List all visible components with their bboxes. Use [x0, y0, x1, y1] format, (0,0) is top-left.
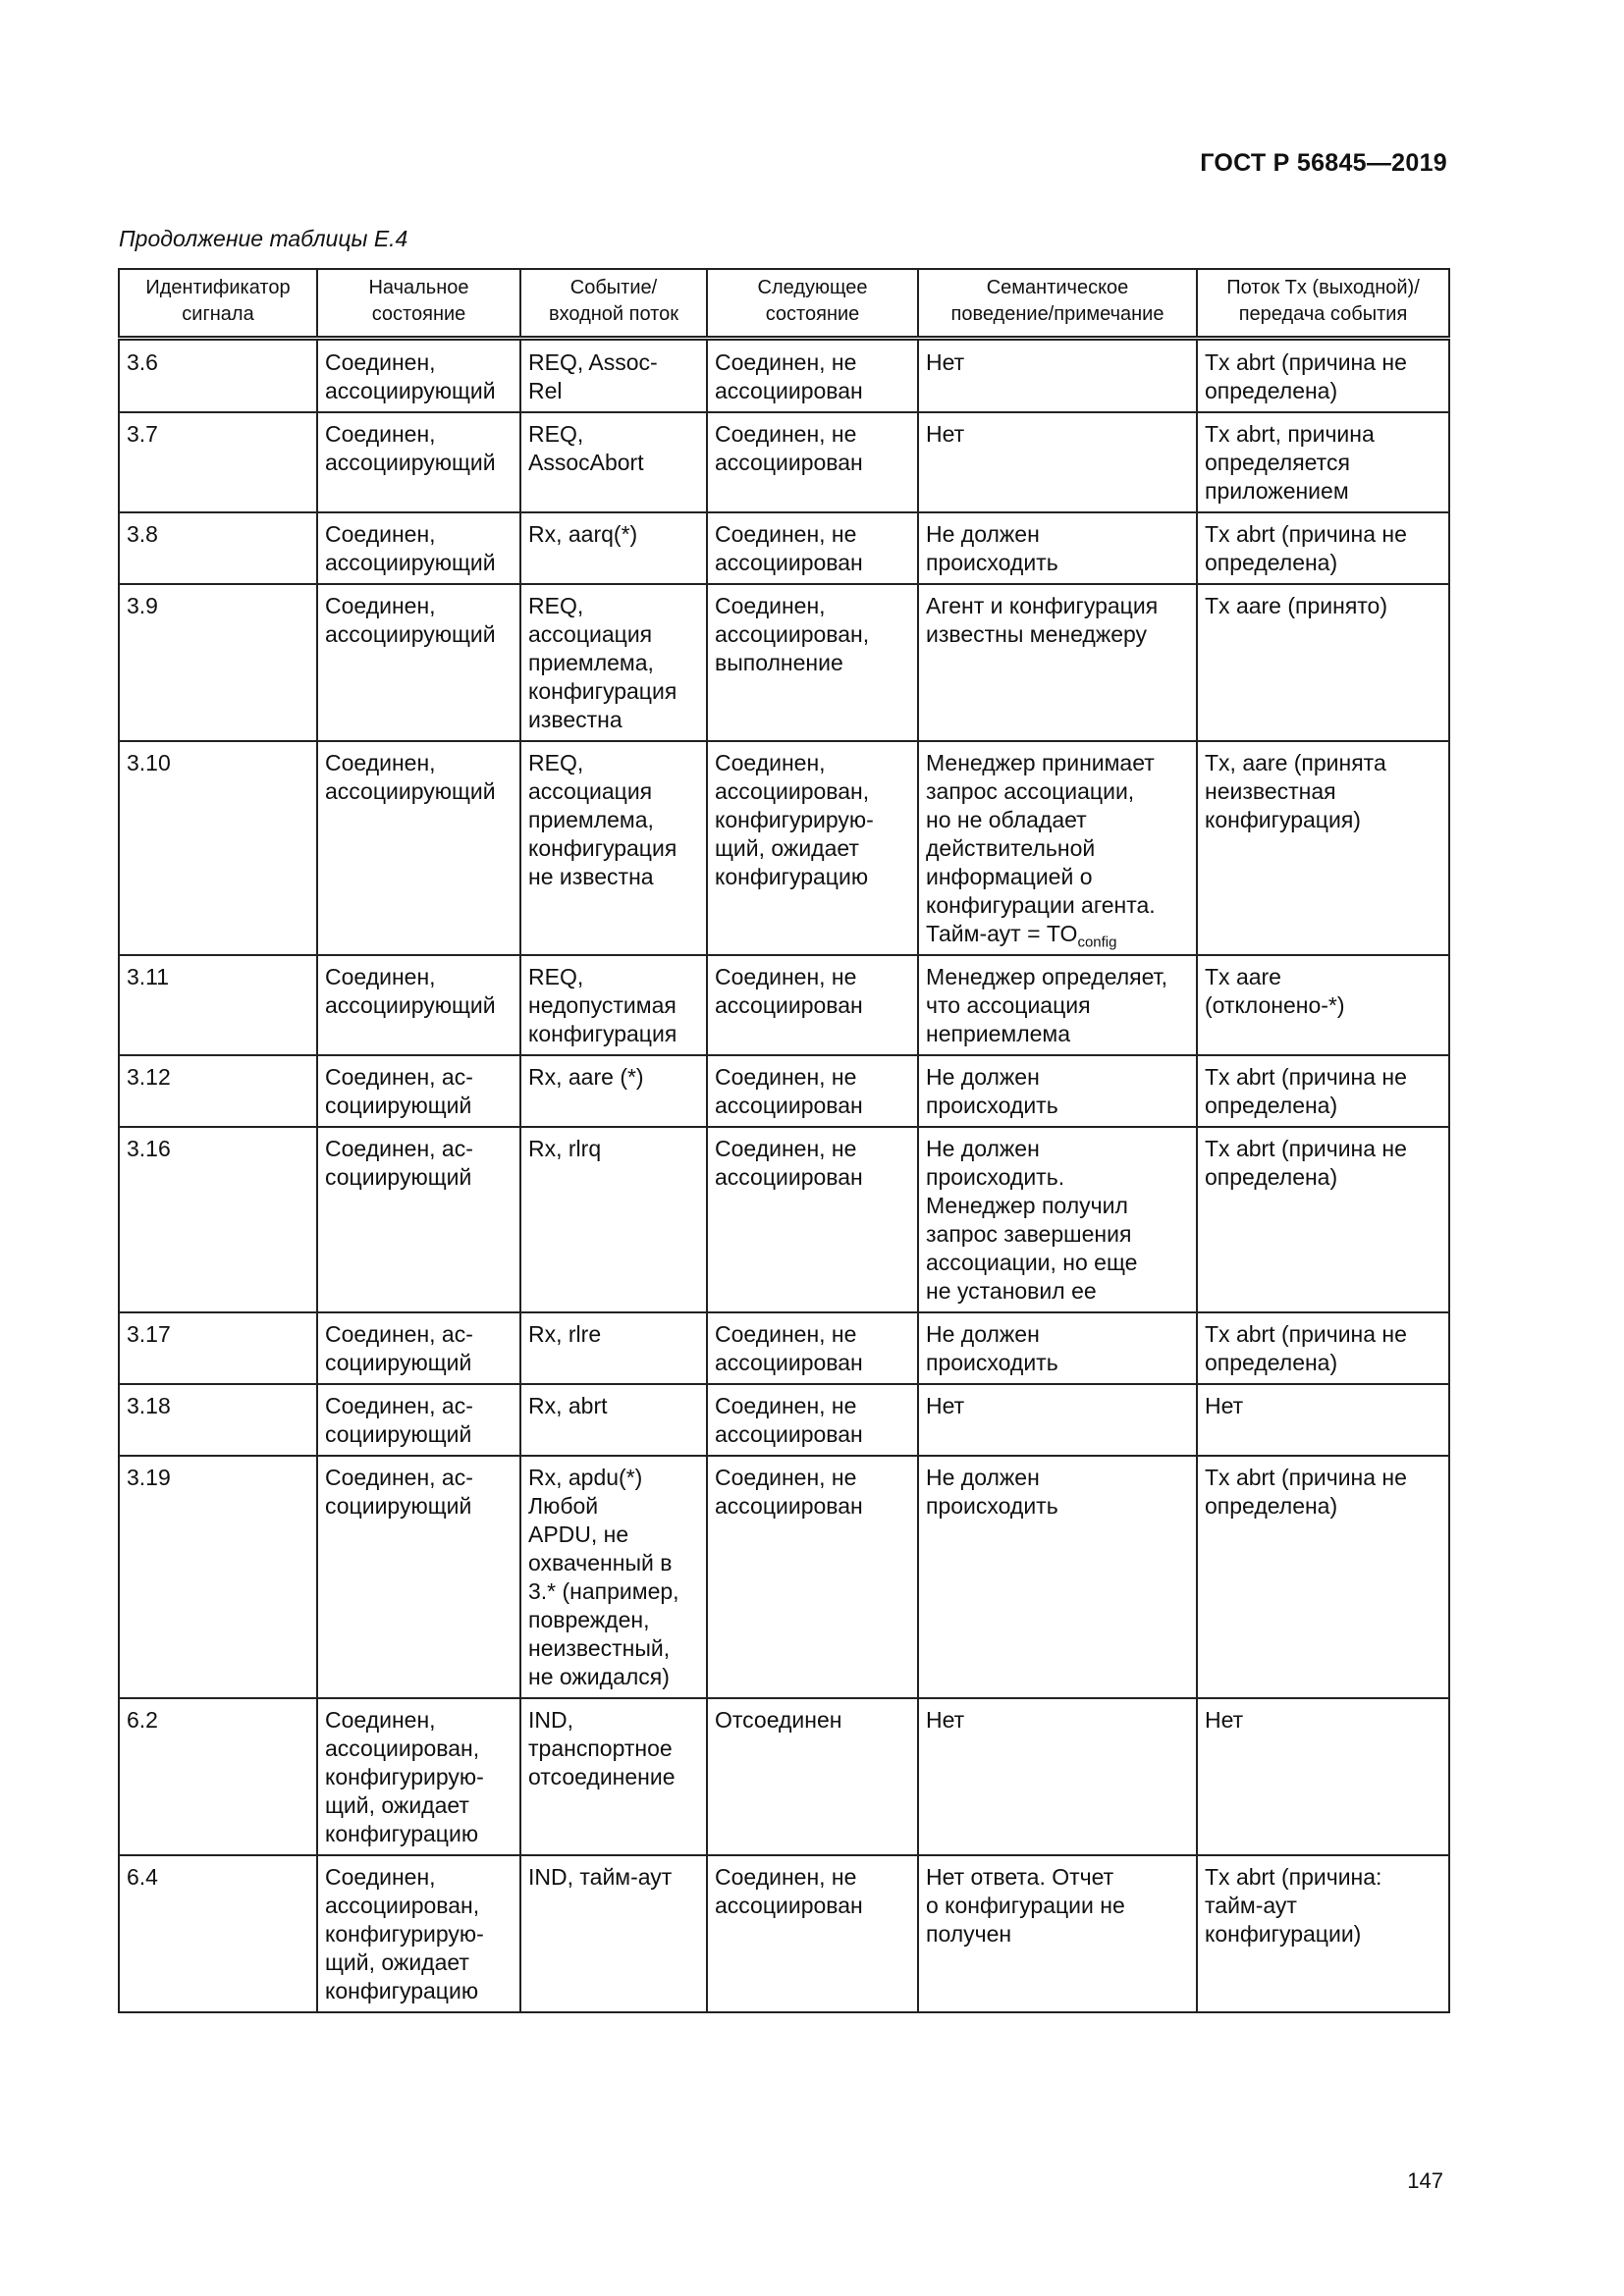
table-row [119, 1384, 1449, 1456]
cell-semantics: Нет ответа. Отчет о конфигурации не получен [918, 1855, 1197, 2012]
cell-tx: Tx aare (отклонено-*) [1197, 955, 1449, 1055]
table-row [119, 1055, 1449, 1127]
cell-event: REQ, ассоциация приемлема, конфигурация не известна [520, 741, 707, 955]
cell-state: Соединен, ассоциирующий [317, 741, 520, 955]
cell-next: Соединен, не ассоциирован [707, 1312, 918, 1384]
page-number: 147 [1407, 2168, 1443, 2193]
cell-id: 3.17 [119, 1312, 317, 1384]
cell-semantics: Агент и конфигурация известны менеджеру [918, 584, 1197, 741]
cell-id: 3.12 [119, 1055, 317, 1127]
column-header: Начальное состояние [317, 269, 520, 339]
cell-id: 3.6 [119, 339, 317, 413]
cell-id: 3.9 [119, 584, 317, 741]
cell-event: Rx, rlre [520, 1312, 707, 1384]
cell-semantics: Нет [918, 1698, 1197, 1855]
table-row [119, 1456, 1449, 1698]
cell-state: Соединен, ас- социирующий [317, 1312, 520, 1384]
table-header-row [119, 269, 1449, 339]
cell-tx: Tx abrt, причина определяется приложением [1197, 412, 1449, 512]
cell-id: 3.10 [119, 741, 317, 955]
cell-event: REQ, ассоциация приемлема, конфигурация известна [520, 584, 707, 741]
timeout-text: Тайм-аут = TO [926, 921, 1078, 946]
cell-semantics: Не должен происходить. Менеджер получил запрос завершения ассоциации, но еще не установил ее [918, 1127, 1197, 1312]
cell-state: Соединен, ассоциирующий [317, 412, 520, 512]
cell-tx: Tx abrt (причина не определена) [1197, 1456, 1449, 1698]
cell-semantics: Менеджер определяет, что ассоциация неприемлема [918, 955, 1197, 1055]
cell-next: Отсоединен [707, 1698, 918, 1855]
cell-tx: Tx abrt (причина не определена) [1197, 1055, 1449, 1127]
table-row [119, 1698, 1449, 1855]
cell-id: 6.2 [119, 1698, 317, 1855]
cell-state: Соединен, ассоциирующий [317, 339, 520, 413]
cell-semantics: Не должен происходить [918, 1055, 1197, 1127]
cell-next: Соединен, не ассоциирован [707, 1456, 918, 1698]
cell-next: Соединен, не ассоциирован [707, 1384, 918, 1456]
cell-state: Соединен, ассоциирован, конфигурирую- щий, ожидает конфигурацию [317, 1855, 520, 2012]
cell-tx: Нет [1197, 1698, 1449, 1855]
cell-state: Соединен, ассоциирован, конфигурирую- щий, ожидает конфигурацию [317, 1698, 520, 1855]
cell-next: Соединен, не ассоциирован [707, 512, 918, 584]
column-header: Поток Tx (выходной)/ передача события [1197, 269, 1449, 339]
cell-state: Соединен, ассоциирующий [317, 512, 520, 584]
cell-tx: Tx abrt (причина не определена) [1197, 339, 1449, 413]
cell-id: 3.19 [119, 1456, 317, 1698]
cell-semantics: Нет [918, 339, 1197, 413]
cell-id: 3.18 [119, 1384, 317, 1456]
cell-semantics: Нет [918, 412, 1197, 512]
table-row [119, 1855, 1449, 2012]
cell-event: REQ, AssocAbort [520, 412, 707, 512]
cell-semantics: Менеджер принимает запрос ассоциации, но не обладает действительной информацией о конфигурации агента. Тайм-аут = $TO_{config}$ [918, 741, 1197, 955]
cell-event: Rx, rlrq [520, 1127, 707, 1312]
cell-tx: Tx abrt (причина не определена) [1197, 512, 1449, 584]
table-row [119, 512, 1449, 584]
cell-event: REQ, недопустимая конфигурация [520, 955, 707, 1055]
table-body [119, 339, 1449, 2013]
cell-tx: Tx abrt (причина не определена) [1197, 1127, 1449, 1312]
table-row [119, 1312, 1449, 1384]
cell-next: Соединен, не ассоциирован [707, 1855, 918, 2012]
cell-event: Rx, aarq(*) [520, 512, 707, 584]
cell-state: Соединен, ассоциирующий [317, 584, 520, 741]
cell-event: IND, тайм-аут [520, 1855, 707, 2012]
table-row [119, 412, 1449, 512]
cell-event: REQ, Assoc- Rel [520, 339, 707, 413]
column-header: Следующее состояние [707, 269, 918, 339]
cell-event: Rx, apdu(*) Любой APDU, не охваченный в 3.* (например, поврежден, неизвестный, не ожидался) [520, 1456, 707, 1698]
table-row [119, 741, 1449, 955]
cell-next: Соединен, не ассоциирован [707, 339, 918, 413]
cell-tx: Tx, aare (принята неизвестная конфигурация) [1197, 741, 1449, 955]
cell-tx: Tx abrt (причина не определена) [1197, 1312, 1449, 1384]
cell-event: Rx, abrt [520, 1384, 707, 1456]
table-row [119, 1127, 1449, 1312]
cell-state: Соединен, ас- социирующий [317, 1127, 520, 1312]
cell-id: 3.8 [119, 512, 317, 584]
cell-semantics: Не должен происходить [918, 1312, 1197, 1384]
cell-next: Соединен, не ассоциирован [707, 955, 918, 1055]
table-row [119, 584, 1449, 741]
timeout-subscript: config [1077, 934, 1117, 951]
cell-next: Соединен, не ассоциирован [707, 412, 918, 512]
cell-id: 3.16 [119, 1127, 317, 1312]
cell-id: 6.4 [119, 1855, 317, 2012]
table-row [119, 955, 1449, 1055]
cell-tx: Tx abrt (причина: тайм-аут конфигурации) [1197, 1855, 1449, 2012]
column-header: Событие/ входной поток [520, 269, 707, 339]
column-header: Семантическое поведение/примечание [918, 269, 1197, 339]
cell-semantics: Не должен происходить [918, 1456, 1197, 1698]
cell-tx: Нет [1197, 1384, 1449, 1456]
cell-next: Соединен, ассоциирован, конфигурирую- щий, ожидает конфигурацию [707, 741, 918, 955]
cell-state: Соединен, ассоциирующий [317, 955, 520, 1055]
cell-id: 3.11 [119, 955, 317, 1055]
cell-event: Rx, aare (*) [520, 1055, 707, 1127]
cell-semantics: Не должен происходить [918, 512, 1197, 584]
cell-id: 3.7 [119, 412, 317, 512]
cell-state: Соединен, ас- социирующий [317, 1456, 520, 1698]
cell-semantics: Нет [918, 1384, 1197, 1456]
table-caption: Продолжение таблицы Е.4 [119, 226, 408, 251]
cell-state: Соединен, ас- социирующий [317, 1384, 520, 1456]
cell-event: IND, транспортное отсоединение [520, 1698, 707, 1855]
cell-state: Соединен, ас- социирующий [317, 1055, 520, 1127]
document-code: ГОСТ Р 56845—2019 [1200, 149, 1447, 177]
column-header: Идентификатор сигнала [119, 269, 317, 339]
cell-next: Соединен, не ассоциирован [707, 1127, 918, 1312]
cell-next: Соединен, ассоциирован, выполнение [707, 584, 918, 741]
table-row [119, 339, 1449, 413]
signal-table [118, 268, 1450, 2013]
cell-next: Соединен, не ассоциирован [707, 1055, 918, 1127]
cell-tx: Tx aare (принято) [1197, 584, 1449, 741]
